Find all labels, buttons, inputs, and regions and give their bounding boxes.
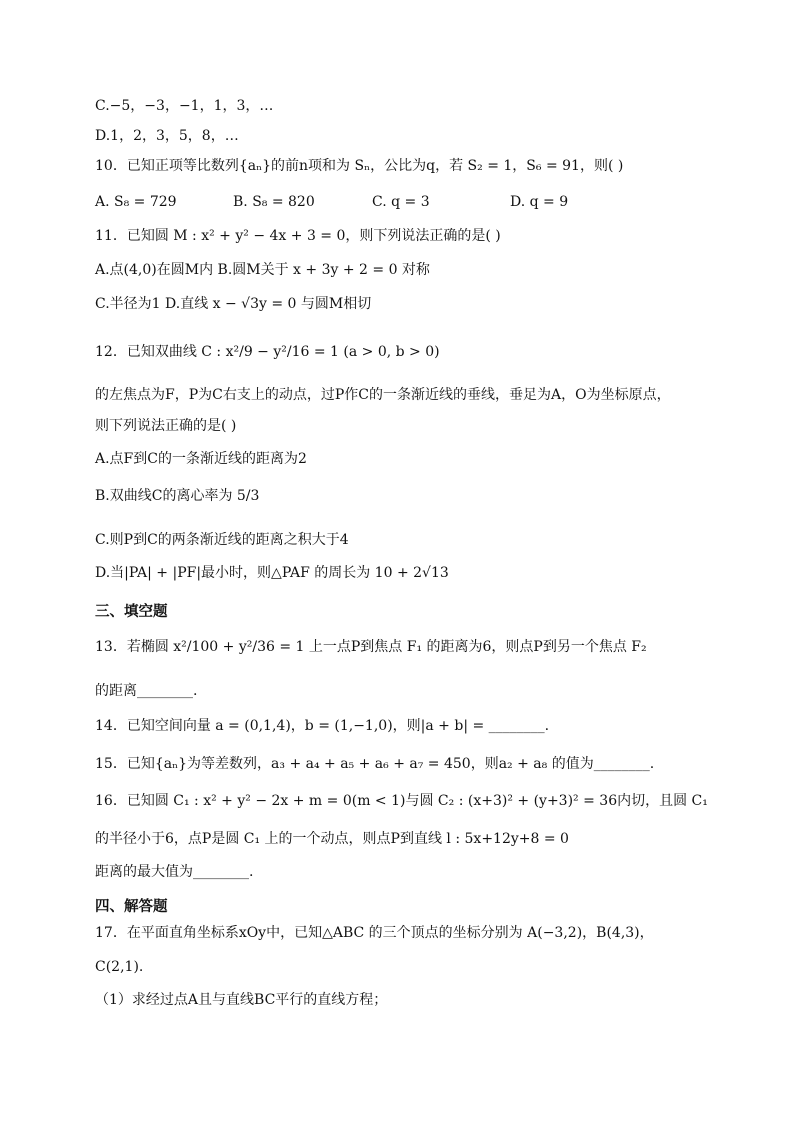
q17-stem-cont: C(2,1). <box>95 959 144 975</box>
q17-part-1: （1）求经过点A且与直线BC平行的直线方程； <box>95 992 388 1008</box>
q12-stem-cont: 的左焦点为F，P为C右支上的动点，过P作C的一条渐近线的垂线，垂足为A，O为坐标原点， <box>95 387 671 403</box>
q10-option-c: C. q = 3 <box>372 194 430 210</box>
q12-option-c: C.则P到C的两条渐近线的距离之积大于4 <box>95 532 349 548</box>
q11-options-cd: C.半径为1 D.直线 x − √3y = 0 与圆M相切 <box>95 296 372 312</box>
q12-question: 则下列说法正确的是( ) <box>95 418 237 434</box>
q11-stem: 11．已知圆 M : x² + y² − 4x + 3 = 0，则下列说法正确的是( ) <box>95 228 501 244</box>
q9-option-c: C.−5，−3，−1，1，3，… <box>95 98 274 114</box>
q10-stem: 10．已知正项等比数列{aₙ}的前n项和为 Sₙ，公比为q，若 S₂ = 1，S₆ = 91，则( ) <box>95 158 624 174</box>
q12-option-d: D.当|PA| + |PF|最小时，则△PAF 的周长为 10 + 2√13 <box>95 565 449 581</box>
q10-option-b: B. S₈ = 820 <box>233 194 315 210</box>
section-fill-in-heading: 三、填空题 <box>95 604 168 620</box>
q13-stem-cont: 的距离________. <box>95 683 198 699</box>
q14-stem: 14．已知空间向量 a = (0,1,4)，b = (1,−1,0)，则|a + b| = ________. <box>95 718 550 734</box>
q16-stem-cont: 的半径小于6，点P是圆 C₁ 上的一个动点，则点P到直线 l : 5x+12y+8 = 0 <box>95 831 569 847</box>
q10-option-d: D. q = 9 <box>510 194 569 210</box>
q12-stem: 12．已知双曲线 C : x²/9 − y²/16 = 1 (a > 0, b > 0) <box>95 344 440 360</box>
q11-options-ab: A.点(4,0)在圆M内 B.圆M关于 x + 3y + 2 = 0 对称 <box>95 262 430 278</box>
q10-option-a: A. S₈ = 729 <box>95 194 177 210</box>
q17-stem: 17．在平面直角坐标系xOy中，已知△ABC 的三个顶点的坐标分别为 A(−3,2)，B(4,3)， <box>95 925 654 941</box>
q12-option-a: A.点F到C的一条渐近线的距离为2 <box>95 451 307 467</box>
q16-stem: 16．已知圆 C₁ : x² + y² − 2x + m = 0(m < 1)与圆 C₂ : (x+3)² + (y+3)² = 36内切，且圆 C₁ <box>95 793 708 809</box>
q12-option-b: B.双曲线C的离心率为 5/3 <box>95 488 260 504</box>
q16-stem-end: 距离的最大值为________. <box>95 864 254 880</box>
section-solution-heading: 四、解答题 <box>95 899 168 915</box>
q13-stem: 13．若椭圆 x²/100 + y²/36 = 1 上一点P到焦点 F₁ 的距离为6，则点P到另一个焦点 F₂ <box>95 639 647 655</box>
q9-option-d: D.1，2，3，5，8，… <box>95 128 239 144</box>
q15-stem: 15．已知{aₙ}为等差数列，a₃ + a₄ + a₅ + a₆ + a₇ = 450，则a₂ + a₈ 的值为________. <box>95 756 655 772</box>
